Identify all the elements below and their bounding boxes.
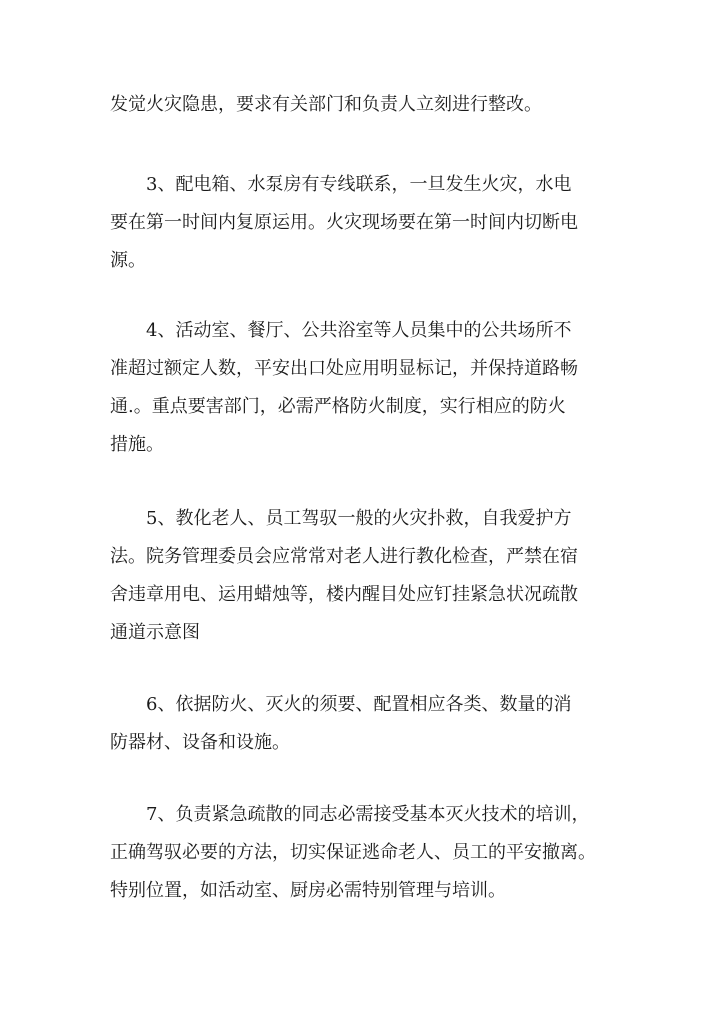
- paragraph-7: [110, 796, 620, 910]
- text-line: 3、配电箱、水泵房有专线联系，一旦发生火灾，水电: [110, 174, 572, 195]
- text-line: 法。院务管理委员会应常常对老人进行教化检查，严禁在宿: [110, 546, 578, 567]
- text-line: 7、负责紧急疏散的同志必需接受基本灭火技术的培训，: [110, 804, 590, 825]
- text-line: 通道示意图: [110, 622, 200, 643]
- text-line: 准超过额定人数，平安出口处应用明显标记，并保持道路畅: [110, 358, 578, 379]
- text-line: 发觉火灾隐患，要求有关部门和负责人立刻进行整改。: [110, 94, 542, 115]
- text-line: 特别位置，如活动室、厨房必需特别管理与培训。: [110, 880, 506, 901]
- text-line: 要在第一时间内复原运用。火灾现场要在第一时间内切断电: [110, 212, 578, 233]
- continuation-line: [110, 86, 620, 124]
- text-line: 5、教化老人、员工驾驭一般的火灾扑救，自我爱护方: [110, 508, 572, 529]
- paragraph-5: [110, 500, 620, 652]
- text-line: 通.。重点要害部门，必需严格防火制度，实行相应的防火: [110, 396, 566, 417]
- text-line: 舍违章用电、运用蜡烛等，楼内醒目处应钉挂紧急状况疏散: [110, 584, 578, 605]
- text-line: 正确驾驭必要的方法，切实保证逃命老人、员工的平安撤离。: [110, 842, 596, 863]
- paragraph-4: [110, 312, 620, 464]
- paragraph-3: [110, 166, 620, 280]
- text-line: 源。: [110, 250, 146, 271]
- paragraph-6: [110, 686, 620, 762]
- text-line: 6、依据防火、灭火的须要、配置相应各类、数量的消: [110, 694, 572, 715]
- text-line: 措施。: [110, 434, 164, 455]
- text-line: 防器材、设备和设施。: [110, 732, 290, 753]
- text-line: 4、活动室、餐厅、公共浴室等人员集中的公共场所不: [110, 320, 572, 341]
